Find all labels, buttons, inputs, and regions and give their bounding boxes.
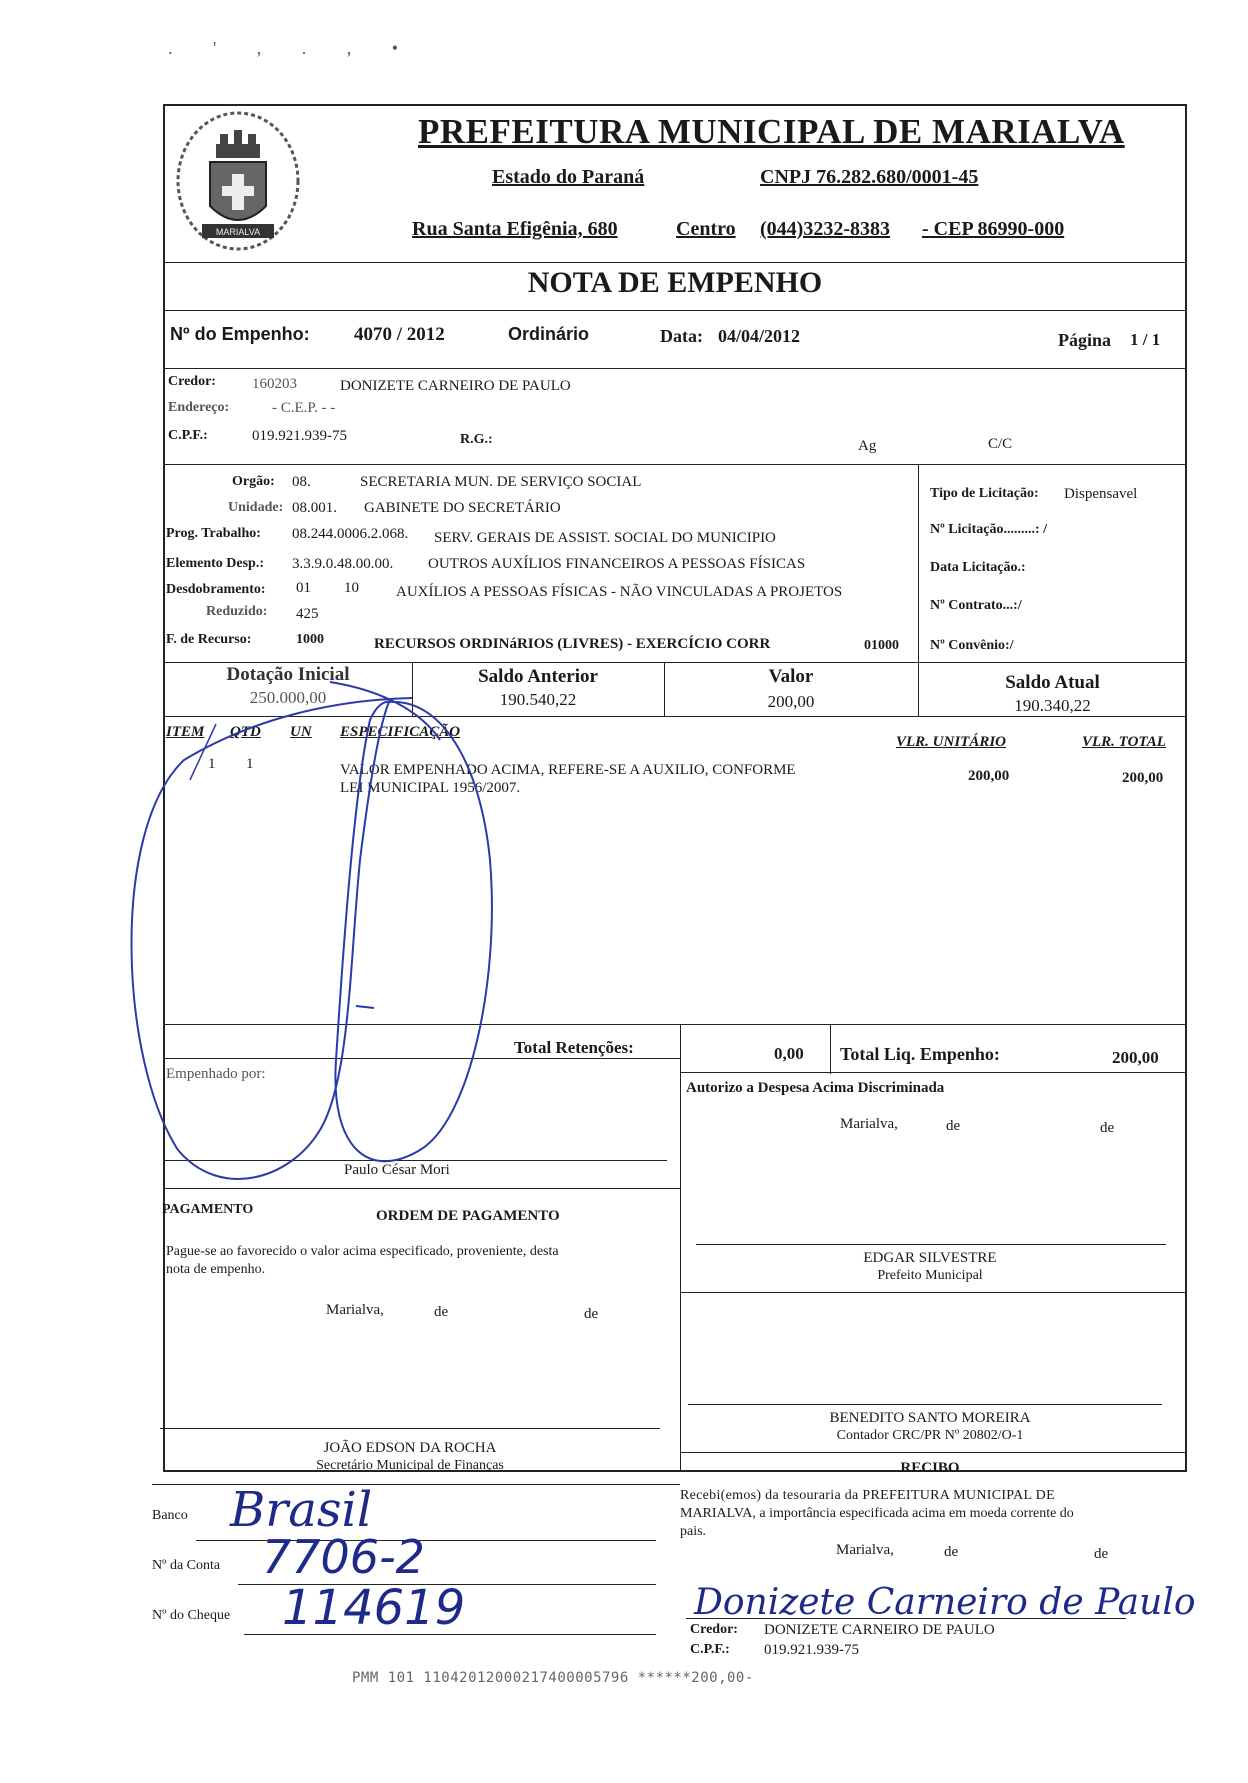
reduzido-code: 425 [296,606,319,622]
recurso-name: RECURSOS ORDINáRIOS (LIVRES) - EXERCÍCIO CORR [374,636,771,652]
prog-name: SERV. GERAIS DE ASSIST. SOCIAL DO MUNICIPIO [434,530,776,546]
recurso-code: 1000 [296,632,324,647]
empenho-date-label: Data: [660,326,703,346]
items-header-qtd: QTD [230,724,261,740]
empenhado-por-label: Empenhado por: [166,1066,266,1082]
address-street: Rua Santa Efigênia, 680 [412,218,618,240]
elemento-name: OUTROS AUXÍLIOS FINANCEIROS A PESSOAS FÍSICAS [428,556,806,572]
recibo-city: Marialva, [836,1542,894,1558]
licitacao-type-label: Tipo de Licitação: [930,486,1039,501]
item-desc-line2: LEI MUNICIPAL 1956/2007. [340,780,521,796]
unidade-code: 08.001. [292,500,337,516]
dotacao-inicial-value: 250.000,00 [249,688,327,707]
ordem-city: Marialva, [326,1302,384,1318]
item-total-value: 200,00 [1122,770,1164,786]
conta-label: Nº da Conta [152,1558,221,1573]
items-header-item: ITEM [166,724,205,740]
items-header-unit-value: VLR. UNITÁRIO [896,734,1007,750]
saldo-atual-label: Saldo Atual [1005,672,1100,693]
ordem-text-line1: Pague-se ao favorecido o valor acima especificado, proveniente, desta [166,1244,559,1259]
cnpj-label: CNPJ 76.282.680/0001-45 [760,166,979,188]
cheque-value: 114619 [282,1580,466,1636]
desdobramento-code1: 01 [296,580,311,596]
recibo-cpf-label: C.P.F.: [690,1642,730,1657]
account-label: C/C [988,436,1013,452]
items-header-total-value: VLR. TOTAL [1082,734,1166,750]
recibo-text-line2: MARIALVA, a importância especificada acima em moeda corrente do [680,1506,1074,1521]
empenho-number-label: Nº do Empenho: [170,324,310,344]
prefeito-role: Prefeito Municipal [877,1268,983,1283]
items-header-spec: ESPECIFICAÇÃO [340,724,461,740]
contador-role: Contador CRC/PR Nº 20802/O-1 [836,1428,1024,1443]
ordem-pagamento-label: ORDEM DE PAGAMENTO [376,1208,560,1224]
ordem-text-line2: nota de empenho. [166,1262,266,1277]
unidade-name: GABINETE DO SECRETÁRIO [364,500,561,516]
total-retencoes-value: 0,00 [774,1044,804,1063]
autorizo-label: Autorizo a Despesa Acima Discriminada [686,1080,945,1096]
contrato-label: Nº Contrato...:/ [930,598,1022,613]
svg-text:MARIALVA: MARIALVA [215,227,261,237]
licitacao-date-label: Data Licitação.: [930,560,1026,575]
desdobramento-name: AUXÍLIOS A PESSOAS FÍSICAS - NÃO VINCULADAS A PROJETOS [396,584,843,600]
autorizo-city: Marialva, [840,1116,898,1132]
item-qtd: 1 [246,756,254,772]
recibo-title: RECIBO [900,1460,960,1476]
agency-label: Ag [858,438,877,454]
dotacao-inicial-label: Dotação Inicial [226,664,350,685]
financas-name: JOÃO EDSON DA ROCHA [323,1440,497,1456]
address-phone: (044)3232-8383 [760,218,890,240]
autorizo-de-2: de [1100,1120,1115,1136]
convenio-label: Nº Convênio:/ [930,638,1014,653]
pagamento-label: PAGAMENTO [162,1202,254,1217]
saldo-anterior-value: 190.540,22 [499,690,577,709]
valor-value: 200,00 [767,692,815,711]
state-label: Estado do Paraná [492,166,645,188]
saldo-anterior-label: Saldo Anterior [478,666,598,687]
empenho-date: 04/04/2012 [718,326,801,346]
orgao-code: 08. [292,474,311,490]
licitacao-type: Dispensavel [1064,486,1138,502]
recibo-text-line3: pais. [680,1524,707,1539]
elemento-label: Elemento Desp.: [166,556,264,571]
scan-specks: . ' , . , • [168,38,417,58]
ordem-de-2: de [584,1306,599,1322]
credor-address: - C.E.P. - - [272,400,336,416]
recibo-cpf: 019.921.939-75 [764,1642,859,1658]
credor-signature: Donizete Carneiro de Paulo [694,1582,1196,1623]
prefeito-name: EDGAR SILVESTRE [863,1250,997,1266]
banco-label: Banco [152,1508,188,1523]
address-cep: - CEP 86990-000 [922,218,1065,240]
empenho-type: Ordinário [508,324,590,344]
elemento-code: 3.3.9.0.48.00.00. [292,556,394,572]
conta-value: 7706-2 [262,1530,425,1584]
recibo-text-line1: Recebi(emos) da tesouraria da PREFEITURA MUNICIPAL DE [680,1488,1055,1503]
saldo-atual-value: 190.340,22 [1014,696,1091,715]
ordem-de-1: de [434,1304,449,1320]
empenhado-por-name: Paulo César Mori [344,1162,450,1178]
footer-machine-code: PMM 101 11042012000217400005796 ******200,00- [352,1670,754,1686]
prog-code: 08.244.0006.2.068. [292,526,409,542]
licitacao-number-label: Nº Licitação.........: / [930,522,1047,537]
empenho-number: 4070 / 2012 [354,324,445,345]
unidade-label: Unidade: [228,500,284,515]
credor-label: Credor: [168,374,216,389]
reduzido-label: Reduzido: [206,604,268,619]
item-unit-value: 200,00 [968,768,1010,784]
credor-code: 160203 [252,376,297,392]
recibo-de-2: de [1094,1546,1109,1562]
orgao-name: SECRETARIA MUN. DE SERVIÇO SOCIAL [360,474,642,490]
item-number: 1 [208,756,216,772]
cpf-label: C.P.F.: [168,428,208,443]
item-desc-line1: VALOR EMPENHADO ACIMA, REFERE-SE A AUXILIO, CONFORME [340,762,796,778]
total-retencoes-label: Total Retenções: [514,1038,634,1057]
orgao-label: Orgão: [232,474,275,489]
financas-role: Secretário Municipal de Finanças [316,1458,504,1473]
autorizo-de-1: de [946,1118,961,1134]
credor-cpf: 019.921.939-75 [252,428,347,444]
credor-name: DONIZETE CARNEIRO DE PAULO [340,378,571,394]
recibo-credor-label: Credor: [690,1622,738,1637]
address-label: Endereço: [168,400,230,415]
prog-label: Prog. Trabalho: [166,526,261,541]
recurso-label: F. de Recurso: [166,632,252,647]
recibo-credor-name: DONIZETE CARNEIRO DE PAULO [764,1622,995,1638]
contador-name: BENEDITO SANTO MOREIRA [829,1410,1031,1426]
cheque-label: Nº do Cheque [152,1608,231,1623]
page-number: 1 / 1 [1130,330,1161,349]
desdobramento-label: Desdobramento: [166,582,266,597]
desdobramento-code2: 10 [344,580,359,596]
total-liquido-value: 200,00 [1112,1048,1159,1067]
document-title: NOTA DE EMPENHO [527,266,823,299]
recurso-code2: 01000 [864,638,899,653]
address-district: Centro [676,218,736,240]
banco-value: Brasil [230,1482,373,1538]
page-label: Página [1058,330,1112,350]
rg-label: R.G.: [460,432,493,447]
municipality-title: PREFEITURA MUNICIPAL DE MARIALVA [418,112,1125,151]
recibo-de-1: de [944,1544,959,1560]
valor-label: Valor [768,666,814,687]
items-header-un: UN [290,724,312,740]
total-liquido-label: Total Liq. Empenho: [840,1044,1000,1064]
